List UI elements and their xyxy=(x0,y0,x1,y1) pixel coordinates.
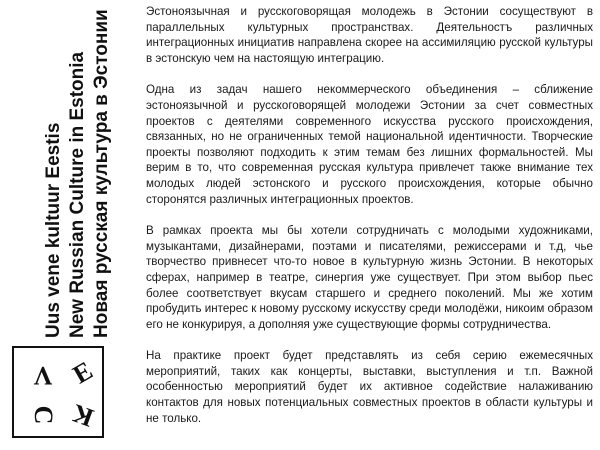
sidebar xyxy=(0,0,118,450)
paragraph-1: Эстоноязычная и русскоговорящая молодежь в Эстонии сосуществуют в параллельных культурных пространствах. Деятельностъ различных интеграционных инициатив направлена скорее на ассимиляцию русской культуры в эстонскую чем на настоящую интеграцию. xyxy=(146,5,593,65)
rotated-title xyxy=(42,8,114,338)
title-english: New Russian Culture in Estonia xyxy=(67,51,88,338)
logo-letter-2: E xyxy=(67,355,98,390)
paragraph-3: В рамках проекта мы бы хотели сотрудничать с молодыми художниками, музыкантами, дизайнерами, поэтами и писателями, режиссерами и т.д, чье творчество привнесет что-то новое в культурную жизнь Эстонии. В некоторых сферах, например в театре, синергия уже существует. При этом выбор пьес более соответствует вкусам старшего и среднего поколений. Мы же хотим пробудить интерес к новому русскому искусству среди молодёжи, никоим образом его не конкурируя, а дополняя уже существующие формы сотрудничества. xyxy=(146,224,593,331)
paragraph-4: На практике проект будет представлять из себя серию ежемесячных мероприятий, таких как концерты, выставки, выступления и т.п. Важной особенностью мероприятий будет их активное содействие налаживанию контактов для новых потенциальных совместных проектов в области культуры и не только. xyxy=(146,349,593,425)
logo-letter-3: C xyxy=(29,405,58,425)
logo-letter-4: K xyxy=(68,398,98,433)
title-estonian: Uus vene kultuur Eestis xyxy=(43,122,64,338)
title-russian: Новая русская культура в Эстонии xyxy=(91,9,112,338)
logo-letter-1: V xyxy=(33,361,53,390)
logo xyxy=(12,346,104,438)
main-content xyxy=(146,4,593,442)
paragraph-2: Одна из задач нашего некоммерческого объединения – сближение эстоноязычной и русскоговорящей молодежи Эстонии за счет совместных проектов с деятелями современного искусства русского происхождения, связанных, но не ограниченных темой национальной идентичности. Творческие проекты позволяют подходить к этим темам без лишних формальностей. Мы верим в то, что современная русская культура привлечет также внимание тех молодых людей эстонского и русского происхождения, которые обычно сторонятся различных интеграционных проектов. xyxy=(146,83,593,206)
